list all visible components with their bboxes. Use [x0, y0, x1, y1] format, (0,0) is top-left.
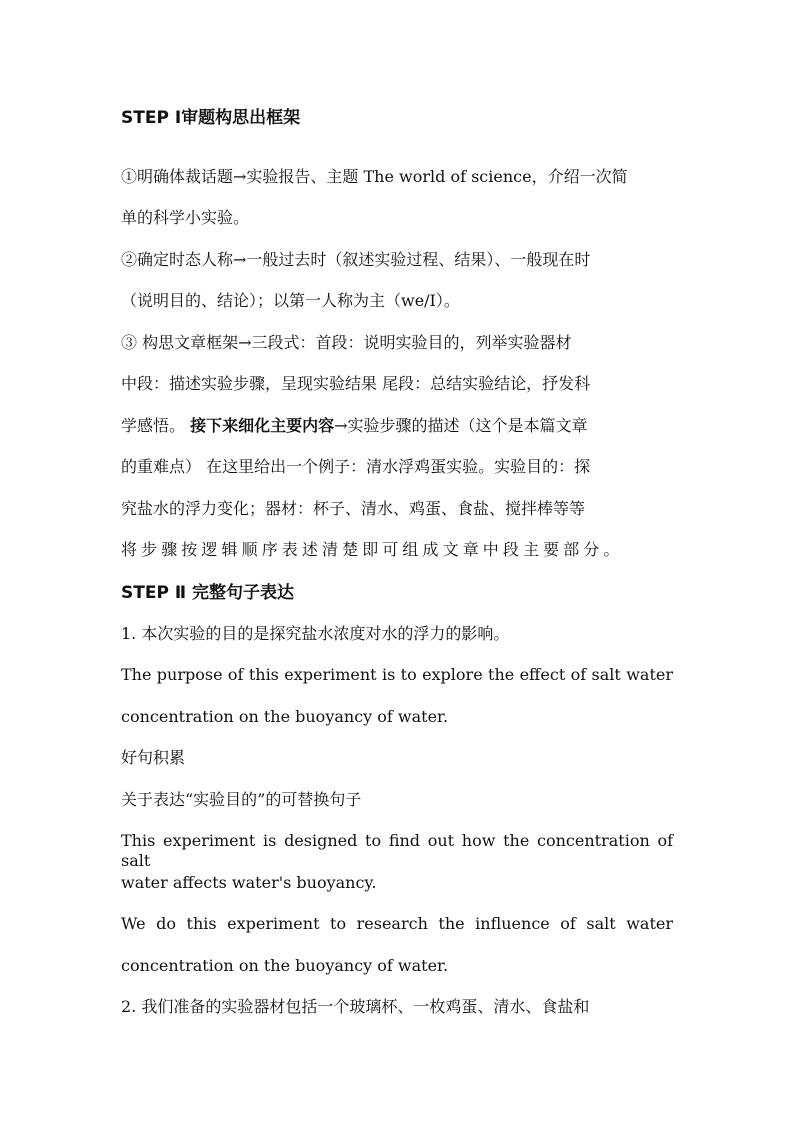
good-sentences-label: 好句积累 [121, 748, 186, 767]
step1-heading: STEP Ⅰ审题构思出框架 [121, 108, 301, 128]
step1-tail-line2: 究盐水的浮力变化；器材：杯子、清水、鸡蛋、食盐、搅拌棒等等 [121, 499, 586, 518]
step1-bold-phrase: 接下来细化主要内容 [190, 416, 335, 435]
sentence1-english-line2: concentration on the buoyancy of water. [121, 707, 449, 726]
alternative2-line2: concentration on the buoyancy of water. [121, 956, 449, 975]
step1-item3-line1: ③ 构思文章框架→三段式：首段：说明实验目的，列举实验器材 [121, 333, 572, 352]
step1-item3-line2: 中段：描述实验步骤，呈现实验结果 尾段：总结实验结论，抒发科 [121, 374, 591, 393]
step1-item3-line3 [121, 416, 673, 436]
step1-item2-line2: （说明目的、结论）；以第一人称为主（we/I）。 [121, 291, 460, 310]
step2-heading: STEP Ⅱ 完整句子表达 [121, 583, 294, 603]
alternative1-line1: This experiment is designed to find out how the concentration of salt [121, 831, 673, 870]
sentence2-chinese: 2. 我们准备的实验器材包括一个玻璃杯、一枚鸡蛋、清水、食盐和 [121, 997, 590, 1016]
alternative1-line2: water affects water's buoyancy. [121, 873, 377, 892]
step1-item1-line2: 单的科学小实验。 [121, 208, 250, 227]
step1-item2-line1: ②确定时态人称→一般过去时（叙述实验过程、结果）、一般现在时 [121, 250, 591, 269]
sentence1-chinese: 1. 本次实验的目的是探究盐水浓度对水的浮力的影响。 [121, 624, 510, 643]
step1-tail-line3: 将步骤按逻辑顺序表述清楚即可组成文章中段主要部分。 [121, 540, 624, 559]
alternative2-line1: We do this experiment to research the influence of salt water [121, 914, 673, 933]
step1-after-bold: →实验步骤的描述（这个是本篇文章 [334, 416, 588, 435]
sentence1-english-line1: The purpose of this experiment is to explore the effect of salt water [121, 665, 673, 684]
step1-item1-line1: ①明确体裁话题→实验报告、主题 The world of science，介绍一次简 [121, 167, 628, 186]
alternatives-label: 关于表达“实验目的”的可替换句子 [121, 790, 362, 809]
step1-tail-line1: 的重难点） 在这里给出一个例子：清水浮鸡蛋实验。实验目的：探 [121, 457, 591, 476]
step1-item3-line3-start: 学感悟。 [121, 416, 186, 435]
